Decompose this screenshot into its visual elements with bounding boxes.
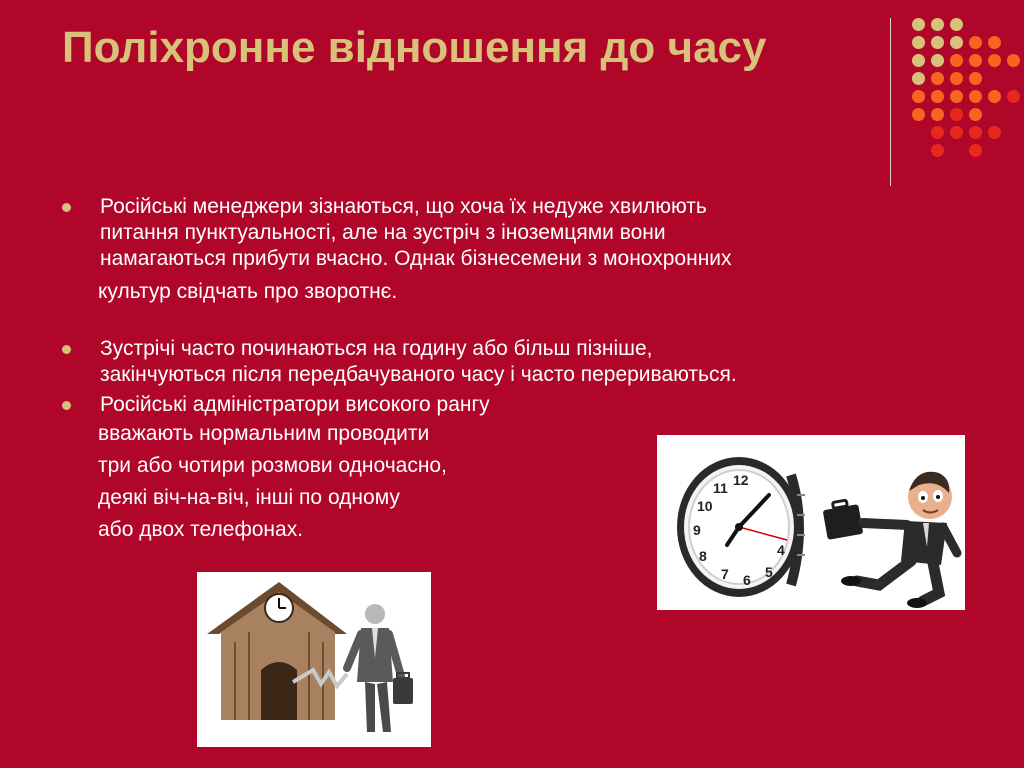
decorative-dot (988, 36, 1001, 49)
decorative-dot (931, 144, 944, 157)
bullet-line: намагаються прибути вчасно. Однак бізнесемени з монохронних (100, 247, 732, 270)
decorative-dot (1007, 54, 1020, 67)
svg-text:12: 12 (733, 472, 749, 488)
decorative-dot (912, 72, 925, 85)
bullet-continuation-line: деякі віч-на-віч, інші по одному (98, 486, 400, 509)
decorative-dot (969, 144, 982, 157)
bullet-line: закінчуються після передбачуваного часу і часто перериваються. (100, 363, 737, 386)
decorative-dot (950, 18, 963, 31)
cuckoo-clock-house-icon (207, 582, 347, 720)
decorative-dot (969, 54, 982, 67)
decorative-dot (969, 126, 982, 139)
decorative-dot (931, 108, 944, 121)
decorative-dot (950, 90, 963, 103)
decorative-dot (912, 108, 925, 121)
clock-running-man-image (657, 435, 965, 610)
decorative-dot (950, 54, 963, 67)
bullet-item-2 (62, 336, 952, 388)
decorative-dot (931, 54, 944, 67)
decorative-dot (912, 90, 925, 103)
decorative-dot (988, 90, 1001, 103)
svg-text:7: 7 (721, 566, 729, 582)
bullet-line: Зустрічі часто починаються на годину або більш пізніше, (100, 337, 653, 360)
decorative-dot (950, 108, 963, 121)
svg-text:11: 11 (713, 480, 728, 496)
bullet-item-1 (62, 194, 952, 272)
decorative-dot (931, 72, 944, 85)
svg-text:8: 8 (699, 548, 707, 564)
wall-clock-icon (677, 457, 805, 597)
decorative-dot (912, 36, 925, 49)
bullet-line: Російські менеджери зізнаються, що хоча їх недуже хвилюють (100, 195, 707, 218)
svg-text:10: 10 (697, 498, 713, 514)
bullet-line: питання пунктуальності, але на зустріч з іноземцями вони (100, 221, 666, 244)
decorative-dot (950, 36, 963, 49)
bullet-marker-icon (62, 401, 71, 410)
decorative-dot (931, 126, 944, 139)
decorative-dot (969, 36, 982, 49)
bullet-continuation-line: культур свідчать про зворотнє. (98, 280, 398, 303)
decorative-dot (931, 18, 944, 31)
decorative-dot (912, 54, 925, 67)
decorative-dot (931, 90, 944, 103)
svg-text:4: 4 (777, 542, 785, 558)
decorative-dot (988, 126, 1001, 139)
businessman-with-briefcase-icon (347, 604, 413, 732)
svg-text:9: 9 (693, 522, 701, 538)
decorative-dot (950, 126, 963, 139)
bullet-line: Російські адміністратори високого рангу (100, 393, 490, 416)
bullet-marker-icon (62, 345, 71, 354)
bullet-continuation-line: вважають нормальним проводити (98, 422, 430, 445)
running-businessman-icon (823, 472, 957, 608)
decorative-dot (912, 18, 925, 31)
svg-text:5: 5 (765, 564, 773, 580)
bullet-marker-icon (62, 203, 71, 212)
divider-line (890, 18, 891, 186)
decorative-dot (988, 54, 1001, 67)
decorative-dot (931, 36, 944, 49)
svg-text:6: 6 (743, 572, 751, 588)
decorative-dot (969, 108, 982, 121)
bullet-item-3 (62, 392, 952, 418)
decorative-dot (1007, 90, 1020, 103)
decorative-dot (950, 72, 963, 85)
bullet-continuation-line: три або чотири розмови одночасно, (98, 454, 447, 477)
decorative-dot (969, 72, 982, 85)
bullet-continuation-line: або двох телефонах. (98, 518, 304, 541)
decorative-dot (969, 90, 982, 103)
decorative-dot-grid (906, 12, 1016, 168)
slide-title: Поліхронне відношення до часу (62, 23, 767, 72)
cuckoo-clock-businessman-image (197, 572, 431, 747)
